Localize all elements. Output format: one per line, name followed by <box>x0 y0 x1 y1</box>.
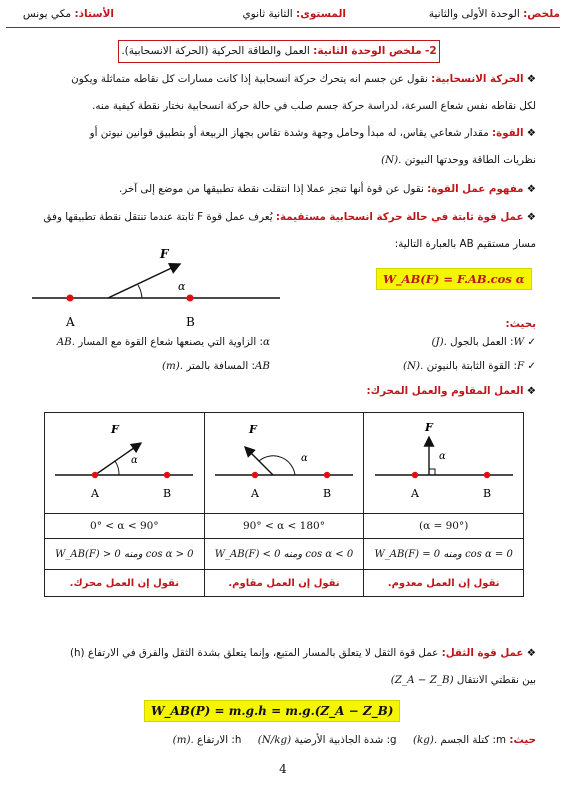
resistive-work-diagram <box>209 415 359 507</box>
svg-text:F: F <box>111 423 120 436</box>
where-w: ✓ W: العمل بالجول (J). <box>431 336 536 348</box>
force-diagram <box>30 248 290 338</box>
condition-resistive: 90° < α < 180° <box>204 514 364 539</box>
where-ab: AB: المسافة بالمتر (m). <box>162 360 270 372</box>
header-teacher: الأستاذ: مكي يونس <box>22 8 114 20</box>
work-formula: W_AB(F) = F.AB.cos α <box>376 268 532 290</box>
constant-force-paragraph: ❖ عمل قوة ثابتة في حالة حركة انسحابية مستقيمة: يُعرف عمل قوة F ثابتة عندما تنتقل نقطة تطبيقها وفق مسار مستقيم AB بالعبارة التالية: <box>43 211 536 250</box>
bullet-icon: ❖ <box>523 183 536 195</box>
svg-text:A: A <box>91 487 100 500</box>
where-alpha: α: الزاوية التي يصنعها شعاع القوة مع المسار AB. <box>56 336 270 348</box>
condition-null: (α = 90°) <box>364 514 524 539</box>
section-title: 2- ملخص الوحدة الثانية: العمل والطاقة الحركية (الحركة الانسحابية). <box>118 40 440 63</box>
force-label: F <box>160 248 169 261</box>
null-work-diagram <box>369 415 519 507</box>
svg-text:A: A <box>250 487 259 500</box>
svg-text:B: B <box>322 487 332 500</box>
translational-motion-paragraph: ❖ الحركة الانسحابية: نقول عن جسم انه يتحرك حركة انسحابية إذا كانت مسارات كل نقاطه متماثلة ويكون لكل نقاطه نفس شعاع السرعة، لدراسة حركة جسم صلب في حالة حركة انسحابية نختار نقطة كيفية منه. <box>71 73 536 112</box>
table-row-conditions <box>45 514 524 539</box>
verdict-resistive: نقول إن العمل مقاوم. <box>204 570 364 597</box>
table-row-diagrams <box>45 413 524 514</box>
resistive-driving-heading: ❖ العمل المقاوم والعمل المحرك: <box>366 385 536 397</box>
svg-text:F: F <box>424 421 433 434</box>
verdict-motor: نقول إن العمل محرك. <box>45 570 205 597</box>
svg-text:B: B <box>482 487 491 500</box>
header-divider <box>6 27 560 28</box>
page-header <box>0 4 566 26</box>
svg-text:α: α <box>300 453 308 464</box>
svg-text:α: α <box>131 455 139 466</box>
page-number: 4 <box>279 762 287 776</box>
where-f: ✓ F: القوة الثابتة بالنيوتن (N). <box>403 360 536 372</box>
condition-motor: 0° < α < 90° <box>45 514 205 539</box>
header-level: المستوى: الثانية ثانوي <box>242 8 346 20</box>
formula-resistive: W_AB(F) < 0 ومنه cos α < 0 <box>204 539 364 570</box>
bullet-icon: ❖ <box>523 73 536 85</box>
table-row-verdicts <box>45 570 524 597</box>
table-cell-motor-diagram <box>45 413 205 514</box>
bullet-icon: ❖ <box>523 385 536 397</box>
weight-work-paragraph: ❖ عمل قوة الثقل: عمل قوة الثقل لا يتعلق بالمسار المتبع، وإنما يتعلق بشدة الثقل والفرق في الارتفاع (h) بين نقطتي الانتقال (Z_A − Z_B) <box>69 647 536 686</box>
point-b-dot <box>187 295 194 302</box>
svg-text:A: A <box>410 487 419 500</box>
force-vector <box>108 264 180 298</box>
angle-label: α <box>178 280 186 293</box>
angle-arc <box>138 285 142 298</box>
work-concept-paragraph: ❖ مفهوم عمل القوة: نقول عن قوة أنها تنجز عملا إذا انتقلت نقطة تطبيقها من موضع إلى آخر. <box>118 183 536 195</box>
formula-motor: W_AB(F) > 0 ومنه cos α > 0 <box>45 539 205 570</box>
svg-text:B: B <box>163 487 172 500</box>
svg-text:α: α <box>438 451 446 462</box>
work-types-table <box>44 412 524 597</box>
bullet-icon: ❖ <box>523 127 536 139</box>
bullet-icon: ❖ <box>523 211 536 223</box>
point-b-label: B <box>186 315 195 329</box>
table-cell-resistive-diagram <box>204 413 364 514</box>
table-cell-null-diagram <box>364 413 524 514</box>
point-a-dot <box>67 295 74 302</box>
weight-where-line: حيث: m: كتلة الجسم (kg). g: شدة الجاذبية الأرضية (N/kg) h: الارتفاع (m). <box>172 734 536 746</box>
bullet-icon: ❖ <box>523 647 536 659</box>
weight-work-formula: W_AB(P) = m.g.h = m.g.(Z_A − Z_B) <box>144 700 400 722</box>
header-summary: ملخص: الوحدة الأولى والثانية <box>428 8 560 20</box>
verdict-null: نقول إن العمل معدوم. <box>364 570 524 597</box>
table-row-formulas <box>45 539 524 570</box>
force-paragraph: ❖ القوة: مقدار شعاعي يقاس، له مبدأ وحامل وجهة وشدة تقاس بجهاز الربيعة أو بتطبيق قوانين نيوتن أو نظريات الطاقة ووحدتها النيوتن (N). <box>89 127 536 166</box>
motor-work-diagram <box>49 415 199 507</box>
svg-text:F: F <box>248 423 257 436</box>
formula-null: W_AB(F) = 0 ومنه cos α = 0 <box>364 539 524 570</box>
where-label: بحيث: <box>505 318 536 330</box>
point-a-label: A <box>66 315 75 329</box>
